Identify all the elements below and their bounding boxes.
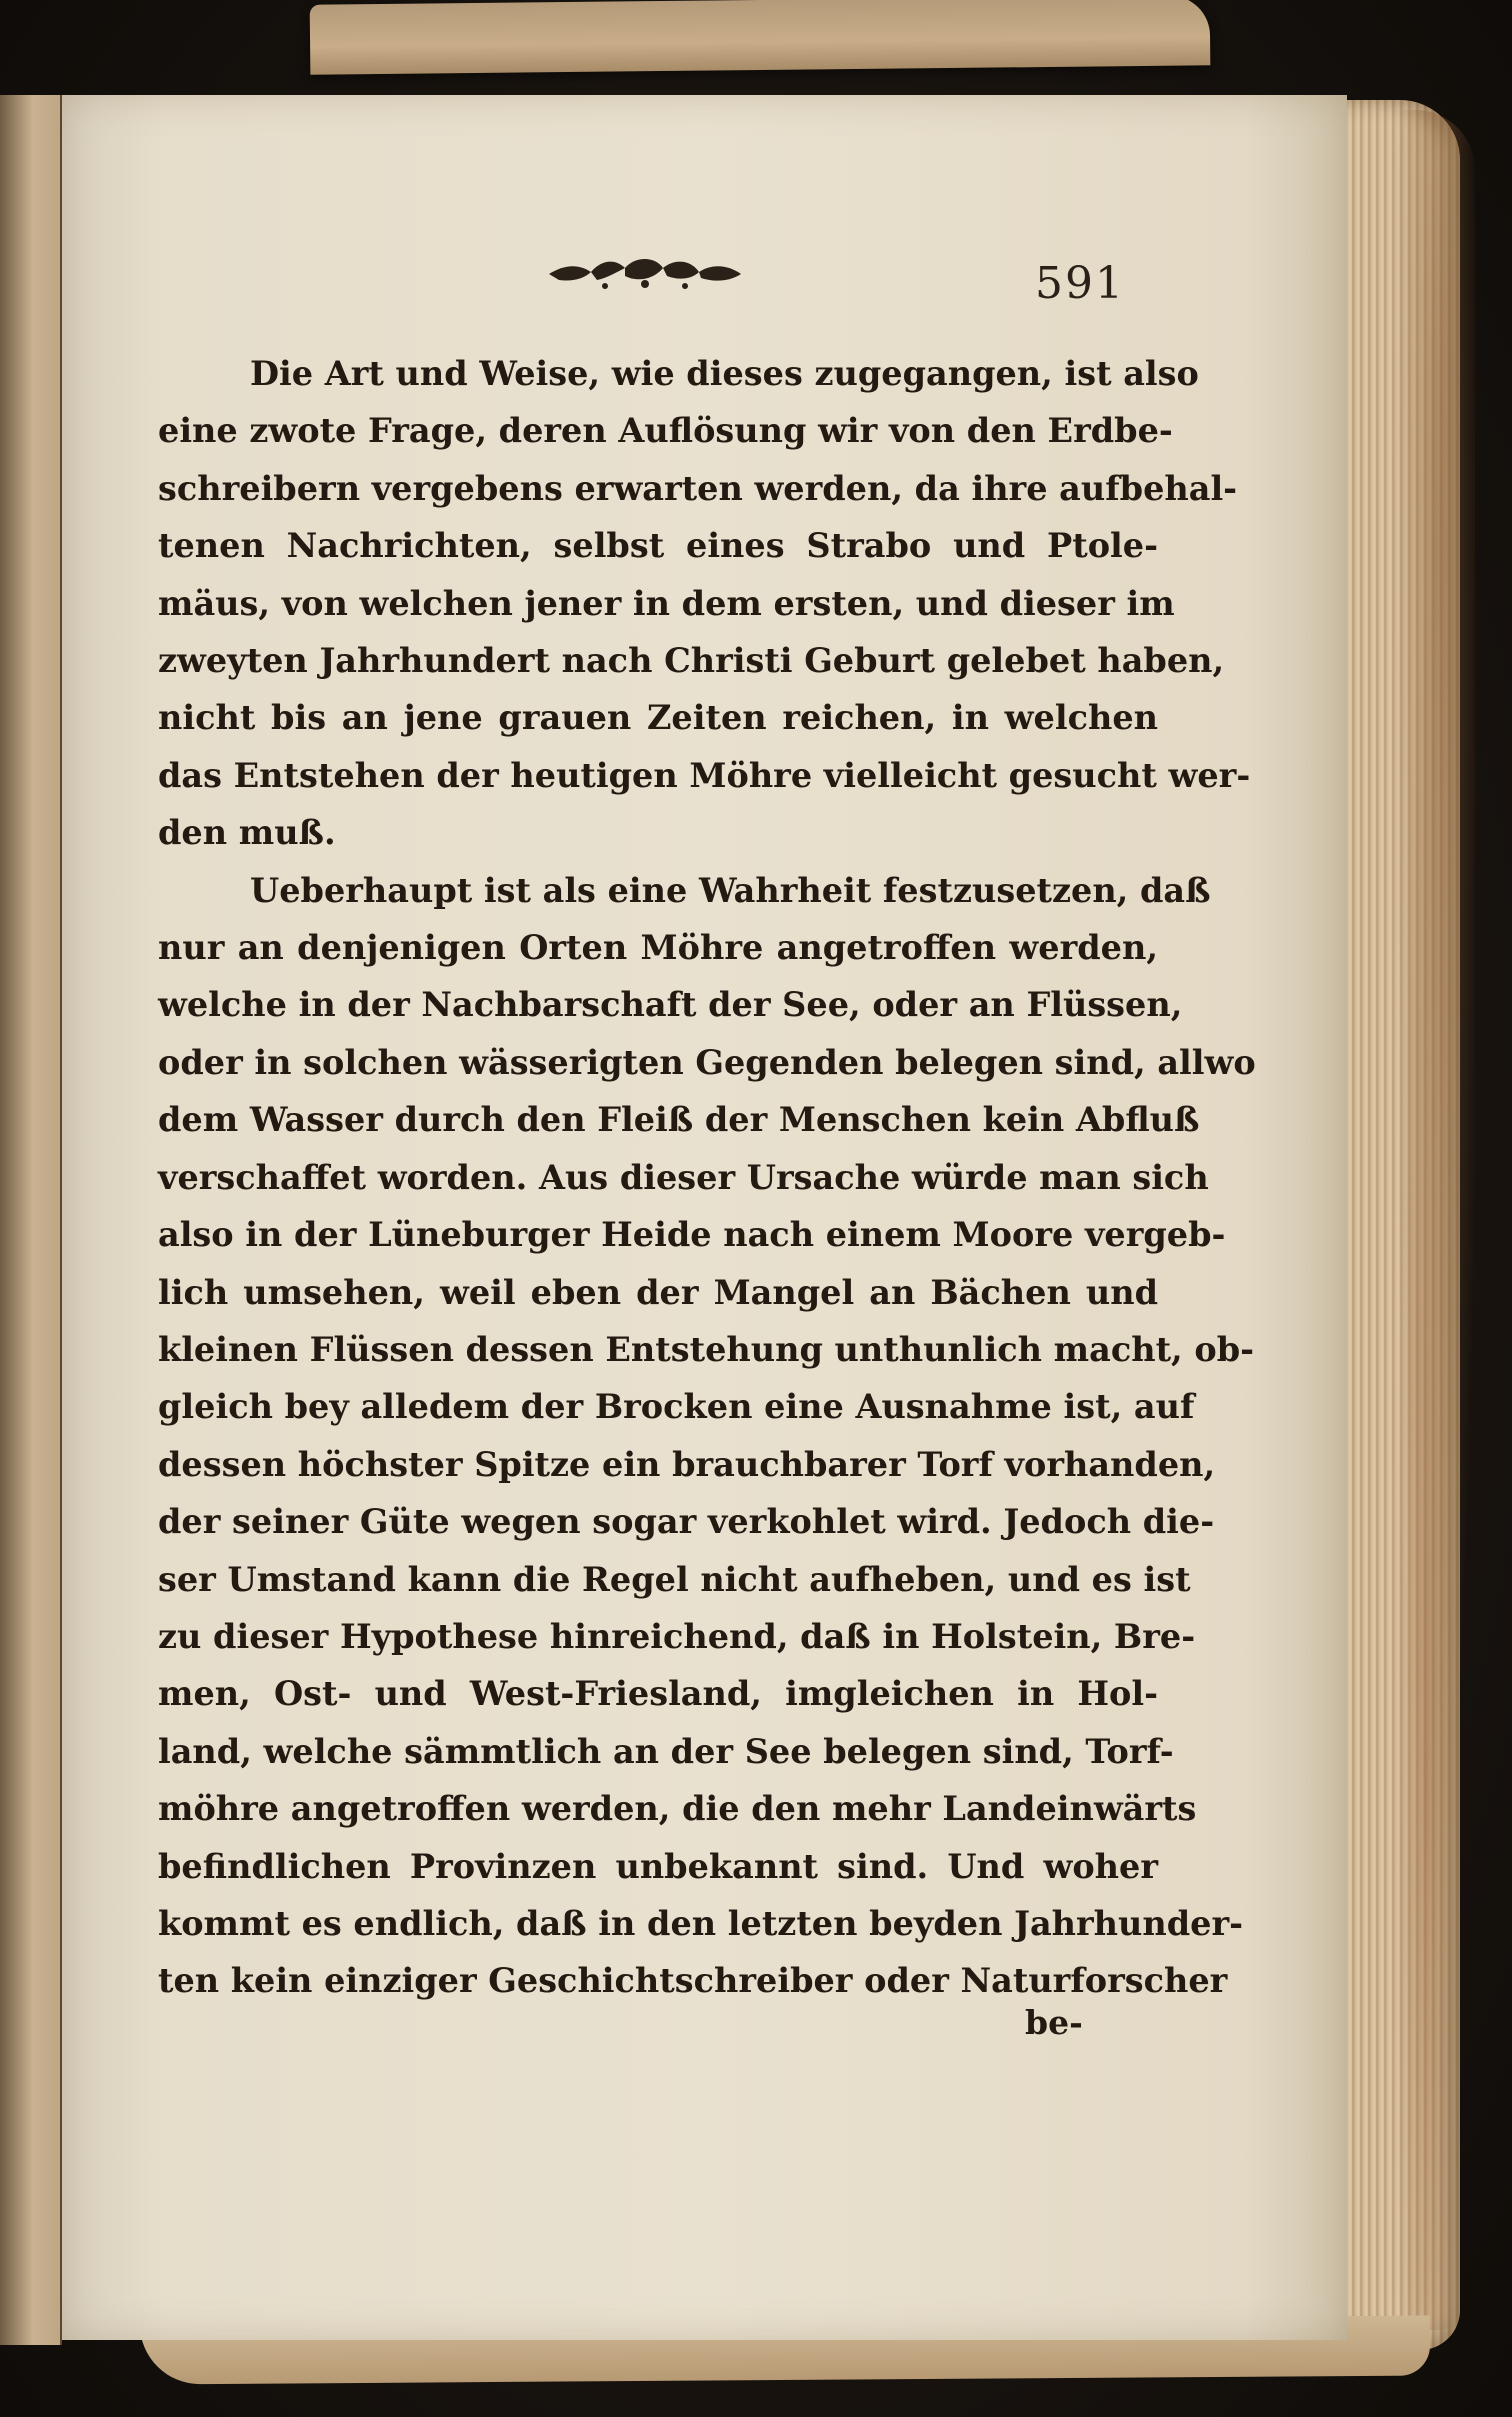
text-line: der seiner Güte wegen sogar verkohlet wird. Jedoch die- xyxy=(158,1502,1215,1542)
torn-top-edge xyxy=(310,0,1211,75)
text-line: tenen Nachrichten, selbst eines Strabo und Ptole- xyxy=(158,526,1158,566)
text-line: dem Wasser durch den Fleiß der Menschen kein Abfluß xyxy=(158,1100,1200,1140)
text-line: gleich bey alledem der Brocken eine Ausnahme ist, auf xyxy=(158,1387,1195,1427)
text-line: oder in solchen wässerigten Gegenden belegen sind, allwo xyxy=(158,1042,1256,1082)
text-line: das Entstehen der heutigen Möhre vielleicht gesucht wer- xyxy=(158,755,1251,795)
text-line: kommt es endlich, daß in den letzten beyden Jahrhunder- xyxy=(158,1903,1244,1943)
text-line: möhre angetroffen werden, die den mehr Landeinwärts xyxy=(158,1789,1197,1829)
text-line: men, Ost- und West-Friesland, imgleichen in Hol- xyxy=(158,1674,1158,1714)
text-line: land, welche sämmtlich an der See belegen sind, Torf- xyxy=(158,1731,1174,1771)
text-line: also in der Lüneburger Heide nach einem Moore vergeb- xyxy=(158,1215,1226,1255)
text-line: den muß. xyxy=(158,813,336,853)
text-line: zu dieser Hypothese hinreichend, daß in Holstein, Bre- xyxy=(158,1616,1196,1656)
text-line: zweyten Jahrhundert nach Christi Geburt gelebet haben, xyxy=(158,641,1225,681)
text-line: lich umsehen, weil eben der Mangel an Bächen und xyxy=(158,1272,1158,1312)
text-line: schreibern vergebens erwarten werden, da ihre aufbehal- xyxy=(158,468,1238,508)
text-line: Die Art und Weise, wie dieses zugegangen, ist also xyxy=(250,354,1199,393)
page-number: 591 xyxy=(1035,258,1125,309)
text-line: ten kein einziger Geschichtschreiber oder Naturforscher xyxy=(158,1961,1228,2001)
text-line: welche in der Nachbarschaft der See, oder an Flüssen, xyxy=(158,985,1183,1025)
text-line: eine zwote Frage, deren Auflösung wir von den Erdbe- xyxy=(158,411,1173,451)
text-line: dessen höchster Spitze ein brauchbarer Torf vorhanden, xyxy=(158,1444,1216,1484)
text-line: verschaffet worden. Aus dieser Ursache würde man sich xyxy=(158,1157,1209,1197)
left-page-edge xyxy=(0,95,62,2345)
text-line: Ueberhaupt ist als eine Wahrheit festzusetzen, daß xyxy=(250,870,1211,910)
text-line: nicht bis an jene grauen Zeiten reichen, in welchen xyxy=(158,698,1158,738)
page-edge-stain xyxy=(1380,110,1475,2330)
body-text xyxy=(158,345,1256,2010)
text-line: kleinen Flüssen dessen Entstehung unthunlich macht, ob- xyxy=(158,1329,1255,1369)
text-line: nur an denjenigen Orten Möhre angetroffen werden, xyxy=(158,928,1158,968)
catchword: be- xyxy=(1025,2003,1083,2042)
text-line: befindlichen Provinzen unbekannt sind. Und woher xyxy=(158,1846,1158,1886)
headpiece-ornament-icon xyxy=(545,250,745,296)
text-line: mäus, von welchen jener in dem ersten, und dieser im xyxy=(158,583,1175,623)
text-line: ser Umstand kann die Regel nicht aufheben, und es ist xyxy=(158,1559,1191,1599)
